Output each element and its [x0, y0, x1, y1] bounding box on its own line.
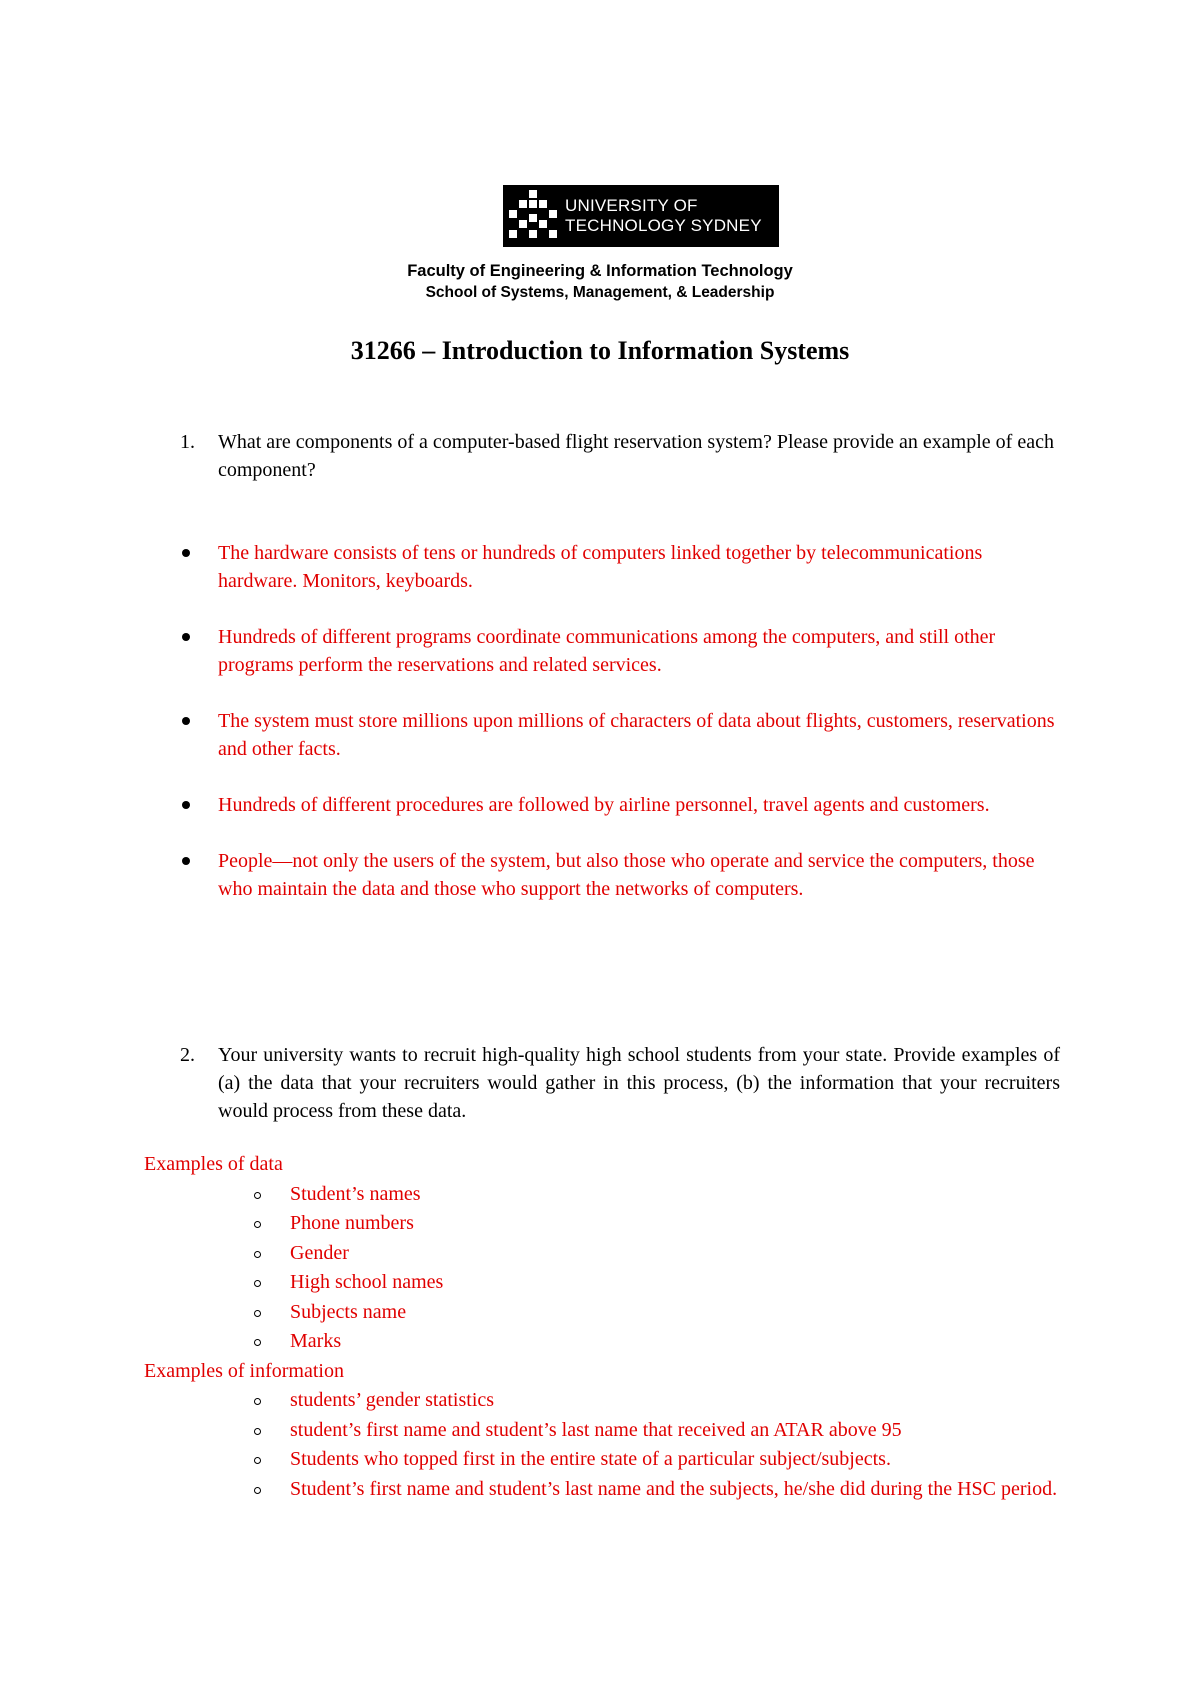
answer-text: Hundreds of different procedures are followed by airline personnel, travel agents and customers. — [218, 794, 990, 816]
data-examples — [144, 1150, 1060, 1504]
bullet-icon — [182, 801, 190, 809]
circle-bullet-icon — [254, 1339, 261, 1346]
bullet-icon — [182, 857, 190, 865]
question-1-text: What are components of a computer-based flight reservation system? Please provide an example of each component? — [218, 431, 1054, 481]
circle-bullet-icon — [254, 1192, 261, 1199]
question-2-number: 2. — [180, 1044, 195, 1066]
list-item: student’s first name and student’s last name that received an ATAR above 95 — [144, 1416, 1060, 1446]
circle-bullet-icon — [254, 1221, 261, 1228]
circle-bullet-icon — [254, 1280, 261, 1287]
question-2-text: Your university wants to recruit high-quality high school students from your state. Provide examples of (a) the data that your recruiters would gather in this process, (b) the information that your recruiters would process from these data. — [218, 1044, 1060, 1122]
school-name: School of Systems, Management, & Leadership — [425, 284, 775, 301]
answer-bullet — [180, 707, 1060, 763]
circle-bullet-icon — [254, 1310, 261, 1317]
answer-bullet — [180, 791, 1060, 819]
answer-text: The system must store millions upon millions of characters of data about flights, customers, reservations and other facts. — [218, 710, 1055, 760]
answer-bullet — [180, 623, 1060, 679]
uts-logo-emblem-icon — [507, 188, 559, 244]
answer-bullet — [180, 539, 1060, 595]
list-item: Students who topped first in the entire state of a particular subject/subjects. — [144, 1445, 1060, 1475]
answer-text: People—not only the users of the system, but also those who operate and service the computers, those who maintain the data and those who support the networks of computers. — [218, 850, 1035, 900]
page-title: 31266 – Introduction to Information Systems — [350, 336, 850, 365]
answer-text: Hundreds of different programs coordinate communications among the computers, and still other programs perform the reservations and related services. — [218, 626, 996, 676]
logo-line-2: TECHNOLOGY SYDNEY — [565, 216, 762, 235]
faculty-name: Faculty of Engineering & Information Technology — [407, 262, 793, 280]
answer-text: The hardware consists of tens or hundreds of computers linked together by telecommunications hardware. Monitors, keyboards. — [218, 542, 983, 592]
list-item: Gender — [144, 1239, 1060, 1269]
circle-bullet-icon — [254, 1457, 261, 1464]
bullet-icon — [182, 717, 190, 725]
uts-logo — [503, 185, 779, 247]
bullet-icon — [182, 549, 190, 557]
info-examples-heading: Examples of information — [144, 1359, 344, 1382]
question-1-number: 1. — [180, 431, 195, 453]
list-item: Marks — [144, 1327, 1060, 1357]
circle-bullet-icon — [254, 1428, 261, 1435]
list-item: students’ gender statistics — [144, 1386, 1060, 1416]
list-item: Phone numbers — [144, 1209, 1060, 1239]
list-item: Subjects name — [144, 1298, 1060, 1328]
bullet-icon — [182, 633, 190, 641]
list-item: High school names — [144, 1268, 1060, 1298]
data-examples-heading: Examples of data — [144, 1153, 283, 1175]
logo-line-1: UNIVERSITY OF — [565, 196, 698, 215]
answer-bullet — [180, 847, 1060, 903]
question-1-answers — [180, 539, 1060, 931]
circle-bullet-icon — [254, 1251, 261, 1258]
circle-bullet-icon — [254, 1487, 261, 1494]
circle-bullet-icon — [254, 1398, 261, 1405]
list-item: Student’s first name and student’s last name and the subjects, he/she did during the HSC period. — [144, 1475, 1060, 1505]
list-item: Student’s names — [144, 1180, 1060, 1210]
